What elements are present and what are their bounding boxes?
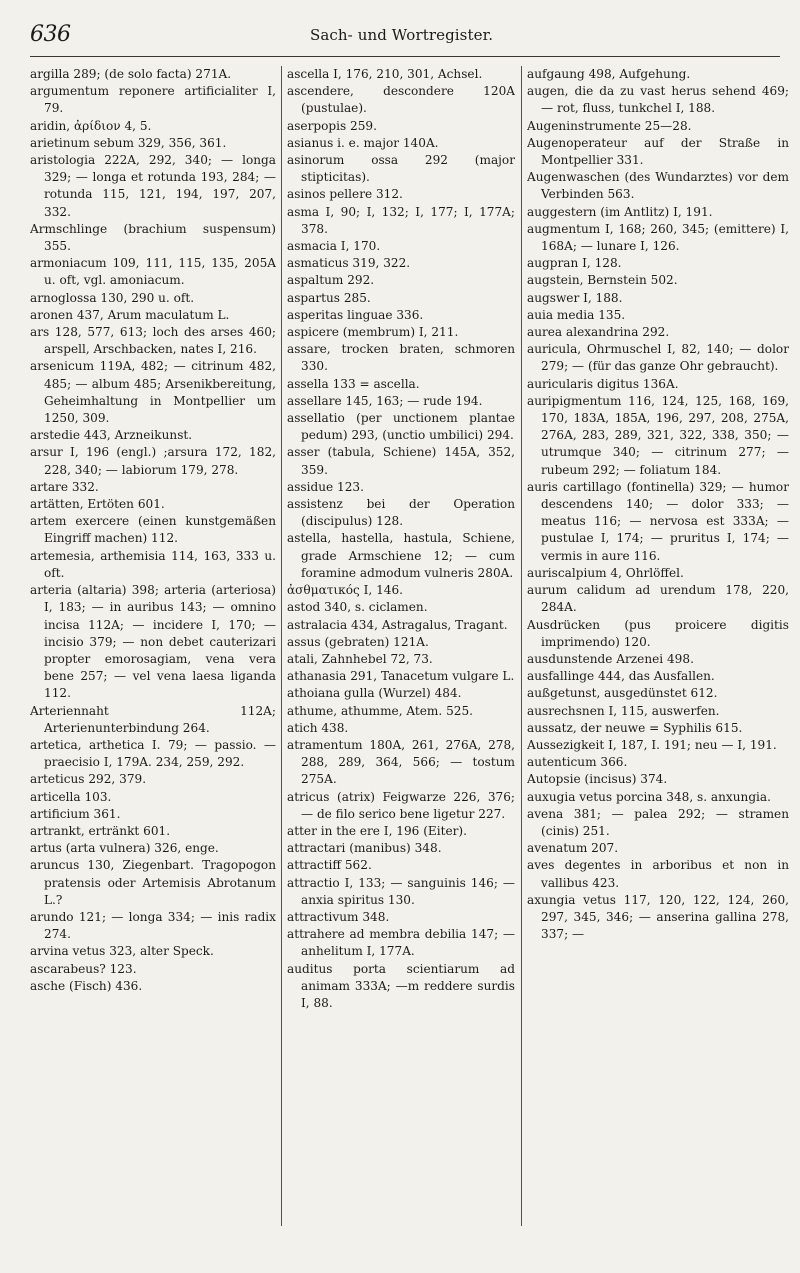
index-entry: assidue 123. [287,479,364,494]
index-entry: arsenicum 119A, 482; — citrinum 482, 485; — album 485; Arsenikbereitung, Geheimhaltung in Montpellier um 1250, 309. [30,359,276,426]
index-entry: attractari (manibus) 348. [287,841,442,856]
index-entry: astod 340, s. ciclamen. [287,600,428,615]
index-entry: aridin, ἀρίδιον 4, 5. [30,118,152,133]
index-entry: auggestern (im Antlitz) I, 191. [527,204,713,219]
index-entry: artus (arta vulnera) 326, enge. [30,841,219,856]
index-entry: attractiff 562. [287,858,372,873]
index-entry: Augenwaschen (des Wundarztes) vor dem Verbinden 563. [527,170,789,202]
index-entry: augpran I, 128. [527,256,622,271]
index-entry: assare, trocken braten, schmoren 330. [287,342,515,374]
page-number: 636 [30,22,71,47]
column-divider [521,66,522,1226]
index-entry: Autopsie (incisus) 374. [527,772,668,787]
index-entry: auris cartillago (fontinella) 329; — humor descendens 140; — dolor 333; — meatus 116; — nervosa est 333A; — pustulae I, 174; — pruritus I, 174; — vermis in aure 116. [527,479,789,563]
index-entry: axungia vetus 117, 120, 122, 124, 260, 297, 345, 346; — anserina gallina 278, 337; — [527,892,789,942]
index-entry: atich 438. [287,720,349,735]
index-entry: assistenz bei der Operation (discipulus) 128. [287,497,515,529]
index-entry: artemesia, arthemisia 114, 163, 333 u. oft. [30,548,276,580]
index-entry: arteticus 292, 379. [30,772,147,787]
index-entry: atricus (atrix) Feigwarze 226, 376; — de filo serico bene ligetur 227. [287,789,515,821]
index-entry: asche (Fisch) 436. [30,978,143,993]
index-entry: auditus porta scientiarum ad animam 333A; —m reddere surdis I, 88. [287,961,515,1010]
index-entry: asperitas linguae 336. [287,307,424,322]
index-entry: atramentum 180A, 261, 276A, 278, 288, 289, 364, 566; — tostum 275A. [287,737,515,787]
index-entry: augstein, Bernstein 502. [527,273,678,288]
index-entry: auripigmentum 116, 124, 125, 168, 169, 170, 183A, 185A, 196, 297, 208, 275A, 276A, 283, 289, 321, 322, 338, 350; — utrumque 340; — citrinum 277; — rubeum 292; — foliatum 184. [527,393,789,477]
index-entry: assus (gebraten) 121A. [287,634,429,649]
index-entry: aruncus 130, Ziegenbart. Tragopogon pratensis oder Artemisis Abrotanum L.? [30,858,276,907]
index-entry: argilla 289; (de solo facta) 271A. [30,67,232,81]
index-entry: autenticum 366. [527,755,628,770]
index-entry: aserpopis 259. [287,118,377,133]
index-entry: arvina vetus 323, alter Speck. [30,944,214,959]
index-entry: ascendere, descondere 120A (pustulae). [287,84,515,116]
index-entry: attractio I, 133; — sanguinis 146; — anxia spiritus 130. [287,875,515,907]
index-entry: aspicere (membrum) I, 211. [287,325,459,340]
index-entry: arundo 121; — longa 334; — inis radix 274. [30,909,276,942]
index-entry: asma I, 90; I, 132; I, 177; I, 177A; 378. [287,204,515,236]
header-rule [30,56,780,57]
index-entry: arstedie 443, Arzneikunst. [30,428,193,443]
index-entry: asser (tabula, Schiene) 145A, 352, 359. [287,445,515,477]
index-entry: artrankt, ertränkt 601. [30,823,171,838]
index-entry: ausdunstende Arzenei 498. [527,651,694,666]
index-entry: athoiana gulla (Wurzel) 484. [287,686,462,701]
index-entry: arietinum sebum 329, 356, 361. [30,135,227,150]
index-column-3 [527,66,789,1266]
index-entry: aufgaung 498, Aufgehung. [527,67,691,81]
index-entry: ausfallinge 444, das Ausfallen. [527,669,715,684]
index-entry: auricularis digitus 136A. [527,376,679,391]
index-entry: auia media 135. [527,307,626,322]
index-columns [0,66,800,1266]
index-entry: auxugia vetus porcina 348, s. anxungia. [527,789,771,804]
running-title: Sach- und Wortregister. [310,26,494,44]
index-entry: arsur I, 196 (engl.) ;arsura 172, 182, 228, 340; — labiorum 179, 278. [30,445,276,477]
index-entry: astralacia 434, Astragalus, Tragant. [287,617,508,632]
index-entry: asmaticus 319, 322. [287,256,411,271]
column-divider [281,66,282,1226]
index-entry: Augenoperateur auf der Straße in Montpellier 331. [527,135,789,168]
index-entry: aves degentes in arboribus et non in vallibus 423. [527,858,789,890]
index-entry: ἀσθματικός I, 146. [287,583,404,598]
index-entry: assella 133 = ascella. [287,376,420,391]
index-entry: assellatio (per unctionem plantae pedum) 293, (unctio umbilici) 294. [287,411,515,443]
index-entry: ascarabeus? 123. [30,961,137,976]
index-entry: astella, hastella, hastula, Schiene, grade Armschiene 12; — cum foramine admodum vulneris 280A. [287,531,515,580]
index-entry: asinorum ossa 292 (major stipticitas). [287,153,515,185]
index-entry: auricula, Ohrmuschel I, 82, 140; — dolor 279; — (für das ganze Ohr gebraucht). [527,342,789,374]
index-entry: augmentum I, 168; 260, 345; (emittere) I, 168A; — lunare I, 126. [527,221,789,254]
index-column-2 [287,66,515,1266]
index-entry: arnoglossa 130, 290 u. oft. [30,290,195,305]
index-entry: Armschlinge (brachium suspensum) 355. [30,221,276,254]
index-entry: aristologia 222A, 292, 340; — longa 329; — longa et rotunda 193, 284; — rotunda 115, 121, 194, 197, 207, 332. [30,153,276,219]
index-entry: Ausdrücken (pus proicere digitis imprimendo) 120. [527,617,789,649]
index-entry: armoniacum 109, 111, 115, 135, 205A u. oft, vgl. amoniacum. [30,256,276,288]
index-entry: avenatum 207. [527,841,619,856]
index-entry: atter in the ere I, 196 (Eiter). [287,823,467,838]
index-entry: aurum calidum ad urendum 178, 220, 284A. [527,583,789,615]
index-entry: außgetunst, ausgedünstet 612. [527,686,718,701]
index-entry: auriscalpium 4, Ohrlöffel. [527,565,684,580]
index-entry: artetica, arthetica I. 79; — passio. — praecisio I, 179A. 234, 259, 292. [30,737,276,770]
index-entry: augen, die da zu vast herus sehend 469; — rot, fluss, tunkchel I, 188. [527,84,789,116]
index-entry: aurea alexandrina 292. [527,325,670,340]
index-entry: Augeninstrumente 25—28. [527,118,692,133]
index-entry: asmacia I, 170. [287,239,381,254]
index-entry: attractivum 348. [287,909,390,924]
index-entry: aspartus 285. [287,290,371,305]
index-entry: aronen 437, Arum maculatum L. [30,307,230,322]
index-entry: artem exercere (einen kunstgemäßen Eingriff machen) 112. [30,514,276,546]
index-entry: articella 103. [30,789,112,804]
index-entry: ascella I, 176, 210, 301, Achsel. [287,67,483,81]
index-entry: artificium 361. [30,806,121,821]
index-entry: artätten, Ertöten 601. [30,497,165,512]
index-entry: Arteriennaht 112A; Arterienunterbindung 264. [30,703,276,735]
index-entry: augswer I, 188. [527,290,623,305]
index-entry: attrahere ad membra debilia 147; — anhelitum I, 177A. [287,927,515,959]
index-column-1 [30,66,276,1266]
index-entry: avena 381; — palea 292; — stramen (cinis) 251. [527,806,789,838]
index-entry: assellare 145, 163; — rude 194. [287,393,483,408]
index-entry: asianus i. e. major 140A. [287,135,439,150]
index-entry: aussatz, der neuwe = Syphilis 615. [527,720,743,735]
index-entry: Aussezigkeit I, 187, I. 191; neu — I, 191. [527,737,777,752]
index-entry: aspaltum 292. [287,273,375,288]
index-entry: artare 332. [30,479,99,494]
index-entry: atali, Zahnhebel 72, 73. [287,651,433,666]
index-entry: ausrechsnen I, 115, auswerfen. [527,703,720,718]
index-entry: athanasia 291, Tanacetum vulgare L. [287,669,515,684]
page-header [30,22,780,52]
index-entry: asinos pellere 312. [287,187,403,202]
index-entry: arteria (altaria) 398; arteria (arteriosa) I, 183; — in auribus 143; — omnino incisa 112A; — incidere I, 170; — incisio 379; — non debet cauterizari propter emorosagiam, vena vera bene 257; — vel vena laesa liganda 112. [30,583,276,701]
index-entry: athume, athumme, Atem. 525. [287,703,474,718]
index-entry: argumentum reponere artificialiter I, 79. [30,84,276,116]
index-entry: ars 128, 577, 613; loch des arses 460; arspell, Arschbacken, nates I, 216. [30,325,276,357]
